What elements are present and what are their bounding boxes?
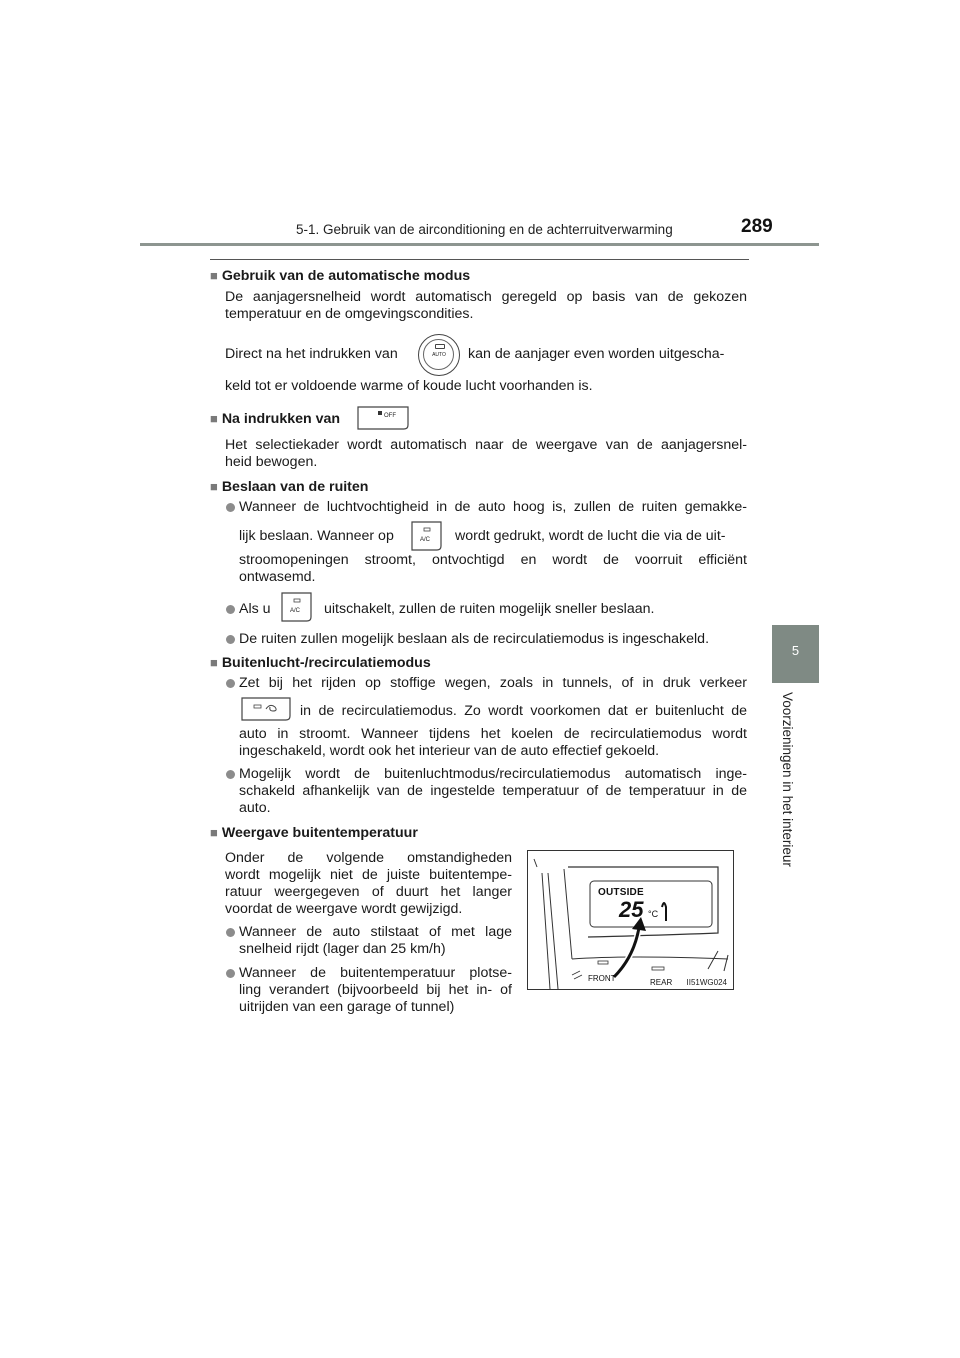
heading-outside-temp: ■ Weergave buitentemperatuur	[210, 825, 418, 841]
figure-rear-label: REAR	[650, 978, 673, 987]
round-bullet-icon	[226, 679, 235, 688]
after-off-line2: heid bewogen.	[225, 454, 318, 470]
outside-intro-line1: Onder de volgende omstandigheden	[225, 850, 512, 866]
heading-auto-mode: ■ Gebruik van de automatische modus	[210, 268, 471, 284]
auto-para2-before: Direct na het indrukken van	[225, 346, 398, 362]
round-bullet-icon	[226, 503, 235, 512]
outside-intro-line2: wordt mogelijk niet de juiste buitentempe-	[225, 867, 512, 883]
round-bullet-icon	[226, 770, 235, 779]
figure-outside-label: OUTSIDE	[598, 887, 644, 898]
round-bullet-icon	[226, 635, 235, 644]
fogging-item3: De ruiten zullen mogelijk beslaan als de recirculatiemodus is ingeschakeld.	[239, 631, 710, 647]
fogging-item1-line1: Wanneer de luchtvochtigheid in de auto hoog is, zullen de ruiten gemakke-	[239, 499, 747, 515]
figure-code: II51WG024	[686, 978, 727, 987]
heading-fogging: ■ Beslaan van de ruiten	[210, 479, 369, 495]
header-rule	[140, 243, 819, 246]
fogging-item2-before: Als u	[239, 601, 271, 617]
figure-front-label: FRONT	[588, 974, 616, 983]
figure-temperature: 25	[619, 897, 644, 922]
round-bullet-icon	[226, 969, 235, 978]
recirc-item2-line2: schakeld afhankelijk van de ingestelde temperatuur of de temperatuur in de	[239, 783, 747, 799]
section-title: 5-1. Gebruik van de airconditioning en de achterruitverwarming	[296, 222, 673, 237]
recirc-item1-line1: Zet bij het rijden op stoffige wegen, zoals in tunnels, of in druk verkeer	[239, 675, 747, 691]
square-bullet-icon: ■	[210, 411, 218, 426]
svg-text:A/C: A/C	[420, 537, 431, 543]
fogging-item2-after: uitschakelt, zullen de ruiten mogelijk sneller beslaan.	[324, 601, 655, 617]
square-bullet-icon: ■	[210, 825, 218, 840]
recirc-item1-line2: in de recirculatiemodus. Zo wordt voorkomen dat er buitenlucht de	[300, 703, 747, 719]
fogging-item1-line3: stroomopeningen stroomt, ontvochtigd en wordt de voorruit efficiënt	[239, 552, 747, 568]
round-bullet-icon	[226, 928, 235, 937]
heading-recirc: ■ Buitenlucht-/recirculatiemodus	[210, 655, 431, 671]
ac-button-icon	[280, 591, 314, 623]
recirc-button-icon	[240, 696, 294, 722]
page-number: 289	[741, 216, 773, 237]
square-bullet-icon: ■	[210, 655, 218, 670]
auto-button-icon: AUTO	[418, 334, 460, 376]
off-button-icon	[356, 405, 412, 431]
figure-unit: °C	[648, 909, 659, 919]
ac-button-icon	[410, 520, 444, 552]
auto-para1-line2: temperatuur en de omgevingscondities.	[225, 306, 474, 322]
chapter-tab	[772, 625, 819, 683]
content-rule	[210, 259, 749, 260]
recirc-item1-line4: ingeschakeld, wordt ook het interieur van de auto effectief gekoeld.	[239, 743, 660, 759]
outside-item2-line3: uitrijden van een garage of tunnel)	[239, 999, 455, 1015]
fogging-item1-line2-before: lijk beslaan. Wanneer op	[239, 528, 394, 544]
outside-item1-line2: snelheid rijdt (lager dan 25 km/h)	[239, 941, 446, 957]
fogging-item1-line2-after: wordt gedrukt, wordt de lucht die via de uit-	[455, 528, 726, 544]
recirc-item1-line3: auto in stroomt. Wanneer tijdens het koelen de recirculatiemodus wordt	[239, 726, 747, 742]
fogging-item1-line4: ontwasemd.	[239, 569, 316, 585]
heading-after-off: ■ Na indrukken van	[210, 411, 341, 427]
outside-intro-line3: ratuur weergegeven of duurt het langer	[225, 884, 512, 900]
round-bullet-icon	[226, 605, 235, 614]
outside-item1-line1: Wanneer de auto stilstaat of met lage	[239, 924, 512, 940]
outside-item2-line1: Wanneer de buitentemperatuur plotse-	[239, 965, 512, 981]
off-button-label: OFF	[384, 413, 396, 419]
auto-para2-after: kan de aanjager even worden uitgescha-	[468, 346, 725, 362]
square-bullet-icon: ■	[210, 268, 218, 283]
outside-intro-line4: voordat de weergave wordt gewijzigd.	[225, 901, 463, 917]
after-off-line1: Het selectiekader wordt automatisch naar de weergave van de aanjagersnel-	[225, 437, 747, 453]
chapter-title: Voorzieningen in het interieur	[780, 692, 795, 867]
square-bullet-icon: ■	[210, 479, 218, 494]
chapter-number: 5	[791, 643, 800, 658]
recirc-item2-line1: Mogelijk wordt de buitenluchtmodus/recirculatiemodus automatisch inge-	[239, 766, 747, 782]
auto-para2-line2: keld tot er voldoende warme of koude lucht voorhanden is.	[225, 378, 593, 394]
svg-text:A/C: A/C	[290, 608, 301, 614]
outside-item2-line2: ling verandert (bijvoorbeeld bij het in- of	[239, 982, 512, 998]
recirc-item2-line3: auto.	[239, 800, 271, 816]
auto-para1-line1: De aanjagersnelheid wordt automatisch geregeld op basis van de gekozen	[225, 289, 747, 305]
outside-temp-illustration	[527, 850, 734, 990]
